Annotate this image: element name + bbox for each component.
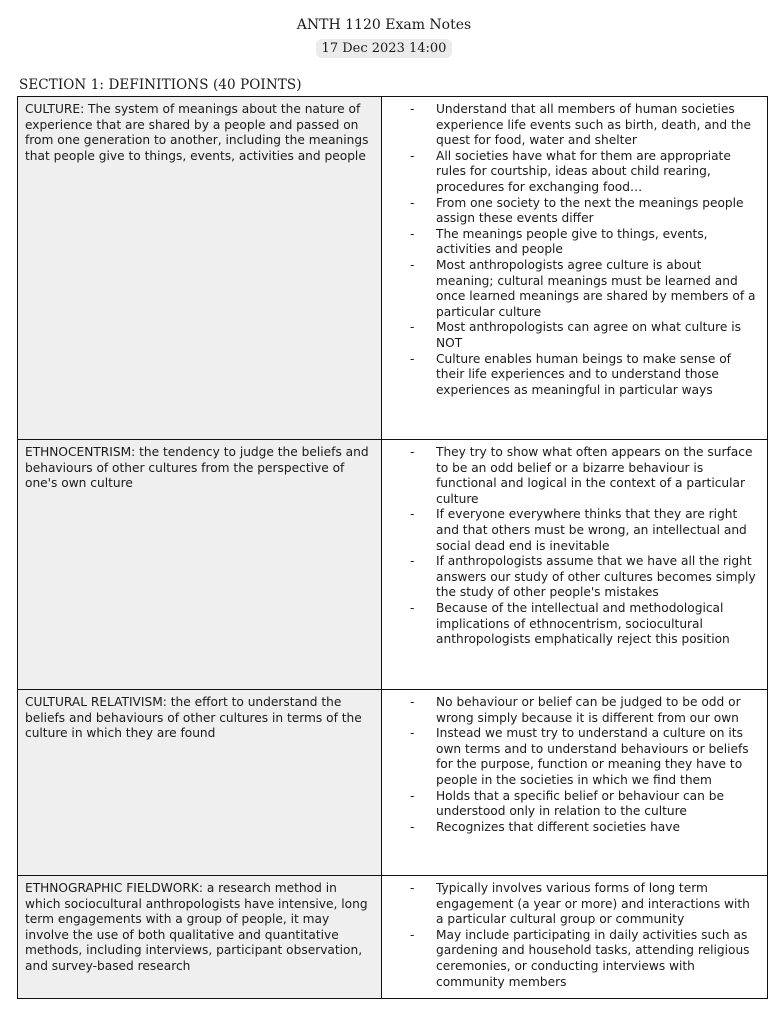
table-row <box>18 876 768 999</box>
list-item: - Holds that a specific belief or behaviour can be understood only in relation to the culture <box>410 789 761 820</box>
notes-cell <box>382 97 768 440</box>
notes-cell <box>382 440 768 690</box>
document-title: ANTH 1120 Exam Notes <box>296 17 472 33</box>
date-chip[interactable]: 17 Dec 2023 14:00 <box>316 39 453 58</box>
list-item: - All societies have what for them are appropriate rules for courtship, ideas about child rearing, procedures for exchanging food… <box>410 149 761 196</box>
list-item: - They try to show what often appears on the surface to be an odd belief or a bizarre behaviour is functional and logical in the context of a particular culture <box>410 445 761 507</box>
list-item: - May include participating in daily activities such as gardening and household tasks, attending religious ceremonies, or conducting interviews with community members <box>410 928 761 990</box>
list-item: - From one society to the next the meanings people assign these events differ <box>410 196 761 227</box>
list-item: - Most anthropologists can agree on what culture is NOT <box>410 320 761 351</box>
term-cell: ETHNOCENTRISM: the tendency to judge the beliefs and behaviours of other cultures from the perspective of one's own culture <box>18 440 382 690</box>
list-item: - Instead we must try to understand a culture on its own terms and to understand behaviours or beliefs for the purpose, function or meaning they have to people in the societies in which we find them <box>410 726 761 788</box>
list-item: - Understand that all members of human societies experience life events such as birth, death, and the quest for food, water and shelter <box>410 102 761 149</box>
notes-list <box>410 445 761 648</box>
list-item: - Because of the intellectual and methodological implications of ethnocentrism, sociocultural anthropologists emphatically reject this position <box>410 601 761 648</box>
list-item: - Recognizes that different societies have <box>410 820 761 836</box>
section-heading: SECTION 1: DEFINITIONS (40 POINTS) <box>19 77 302 93</box>
notes-list <box>410 695 761 835</box>
term-cell: CULTURE: The system of meanings about the nature of experience that are shared by a people and passed on from one generation to another, including the meanings that people give to things, events, activities and people <box>18 97 382 440</box>
list-item: - If anthropologists assume that we have all the right answers our study of other cultures becomes simply the study of other people's mistakes <box>410 554 761 601</box>
table-row <box>18 97 768 440</box>
list-item: - The meanings people give to things, events, activities and people <box>410 227 761 258</box>
list-item: - If everyone everywhere thinks that they are right and that others must be wrong, an intellectual and social dead end is inevitable <box>410 507 761 554</box>
term-cell: ETHNOGRAPHIC FIELDWORK: a research method in which sociocultural anthropologists have intensive, long term engagements with a group of people, it may involve the use of both qualitative and quantitative methods, including interviews, participant observation, and survey-based research <box>18 876 382 999</box>
list-item: - No behaviour or belief can be judged to be odd or wrong simply because it is different from our own <box>410 695 761 726</box>
definitions-table <box>17 96 768 999</box>
list-item: - Most anthropologists agree culture is about meaning; cultural meanings must be learned and once learned meanings are shared by members of a particular culture <box>410 258 761 320</box>
date-container <box>0 37 768 58</box>
table-row <box>18 440 768 690</box>
notes-cell <box>382 876 768 999</box>
notes-list <box>410 102 761 398</box>
term-cell: CULTURAL RELATIVISM: the effort to understand the beliefs and behaviours of other cultures in terms of the culture in which they are found <box>18 690 382 876</box>
notes-cell <box>382 690 768 876</box>
notes-list <box>410 881 761 990</box>
list-item: - Typically involves various forms of long term engagement (a year or more) and interactions with a particular cultural group or community <box>410 881 761 928</box>
list-item: - Culture enables human beings to make sense of their life experiences and to understand those experiences as meaningful in particular ways <box>410 352 761 399</box>
table-row <box>18 690 768 876</box>
